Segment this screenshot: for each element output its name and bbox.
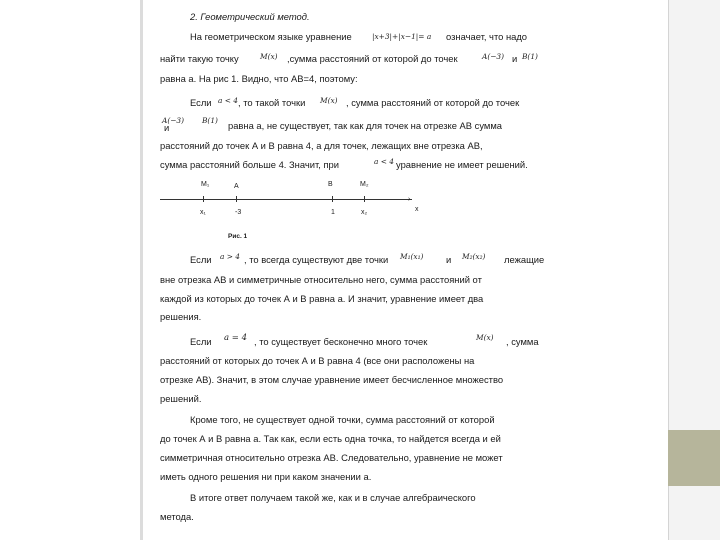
- p3-text: и: [446, 254, 452, 265]
- p3-condition: a > 4: [220, 252, 240, 261]
- number-line-axis: [160, 199, 412, 200]
- p1-text: найти такую точку: [160, 53, 239, 64]
- document-page: [156, 0, 550, 540]
- p4-text: отрезке АВ). Значит, в этом случае уравнение имеет бесчисленное множество: [160, 374, 504, 385]
- figure-label-x1: x₁: [200, 209, 206, 216]
- p3-text: вне отрезка АВ и симметричные относительно него, сумма расстояний от: [160, 274, 482, 285]
- figure-label-x2: x₂: [361, 209, 368, 216]
- p4-text: , сумма: [506, 336, 539, 347]
- p4-condition: a = 4: [224, 333, 248, 343]
- p4-text: , то существует бесконечно много точек: [254, 336, 428, 347]
- p4-text: Если: [190, 336, 212, 347]
- p2-text: , сумма расстояний от которой до точек: [346, 97, 520, 108]
- p1-text: равна a. На рис 1. Видно, что АВ=4, поэтому:: [160, 73, 358, 84]
- p2-point-m: M(x): [320, 96, 338, 105]
- page-edge-shadow: [140, 0, 143, 540]
- tick-a: [236, 196, 237, 202]
- p3-text: , то всегда существуют две точки: [244, 254, 389, 265]
- figure-label-a: A: [234, 183, 239, 190]
- p5-text: симметричная относительно отрезка АВ. Следовательно, уравнение не может: [160, 452, 503, 463]
- p2-text: сумма расстояний больше 4. Значит, при: [160, 159, 339, 170]
- p4-point-m: M(x): [476, 333, 494, 342]
- p2-text: равна a, не существует, так как для точек на отрезке АВ сумма: [228, 120, 503, 131]
- p1-point-m: M(x): [260, 52, 278, 61]
- p1-text: означает, что надо: [446, 31, 528, 42]
- p3-text: лежащие: [504, 254, 545, 265]
- figure-label-x: x: [415, 206, 419, 213]
- p2-text: и: [164, 122, 170, 133]
- figure-label-m2: M₂: [360, 181, 369, 188]
- p2-condition-2: a < 4: [374, 157, 394, 166]
- p2-text: уравнение не имеет решений.: [396, 159, 528, 170]
- p6-text: В итоге ответ получаем такой же, как и в случае алгебраического: [190, 492, 476, 503]
- figure-label-m1: M₁: [201, 181, 210, 188]
- section-heading: 2. Геометрический метод.: [190, 11, 310, 22]
- p1-text: и: [512, 53, 518, 64]
- p1-text: ,сумма расстояний от которой до точек: [287, 53, 458, 64]
- p5-text: Кроме того, не существует одной точки, сумма расстояний от которой: [190, 414, 495, 425]
- p1-equation: |x+3|+|x−1|= a: [372, 32, 432, 41]
- figure-label-1: 1: [331, 209, 335, 216]
- p4-text: расстояний от которых до точек А и В равна 4 (все они расположены на: [160, 355, 475, 366]
- p3-text: решения.: [160, 311, 202, 322]
- tick-x1: [203, 196, 204, 202]
- p6-text: метода.: [160, 511, 194, 522]
- p3-point-m2: M₂(x₂): [462, 252, 486, 261]
- tick-b: [332, 196, 333, 202]
- p1-point-b: B(1): [522, 52, 538, 61]
- p2-text: расстояний до точек А и В равна 4, а для точек, лежащих вне отрезка АВ,: [160, 140, 483, 151]
- figure-caption: Рис. 1: [228, 233, 248, 240]
- p3-point-m1: M₁(x₁): [400, 252, 424, 261]
- tick-x2: [364, 196, 365, 202]
- figure-label-minus3: -3: [235, 209, 242, 216]
- p2-point-b: B(1): [202, 116, 218, 125]
- p5-text: до точек А и В равна a. Так как, если есть одна точка, то найдется всегда и ей: [160, 433, 501, 444]
- p3-text: Если: [190, 254, 212, 265]
- p2-text: , то такой точки: [238, 97, 306, 108]
- p1-text: На геометрическом языке уравнение: [190, 31, 352, 42]
- number-line-arrow: ›: [408, 196, 411, 203]
- sidebar-accent-block: [668, 430, 720, 486]
- p2-point-a: A(−3): [162, 116, 184, 125]
- p1-point-a: A(−3): [482, 52, 504, 61]
- figure-label-b: B: [328, 181, 333, 188]
- p4-text: решений.: [160, 393, 202, 404]
- p5-text: иметь одного решения ни при каком значении a.: [160, 471, 372, 482]
- p3-text: каждой из которых до точек А и В равна a. И значит, уравнение имеет два: [160, 293, 484, 304]
- p2-condition: a < 4: [218, 96, 238, 105]
- p2-text: Если: [190, 97, 212, 108]
